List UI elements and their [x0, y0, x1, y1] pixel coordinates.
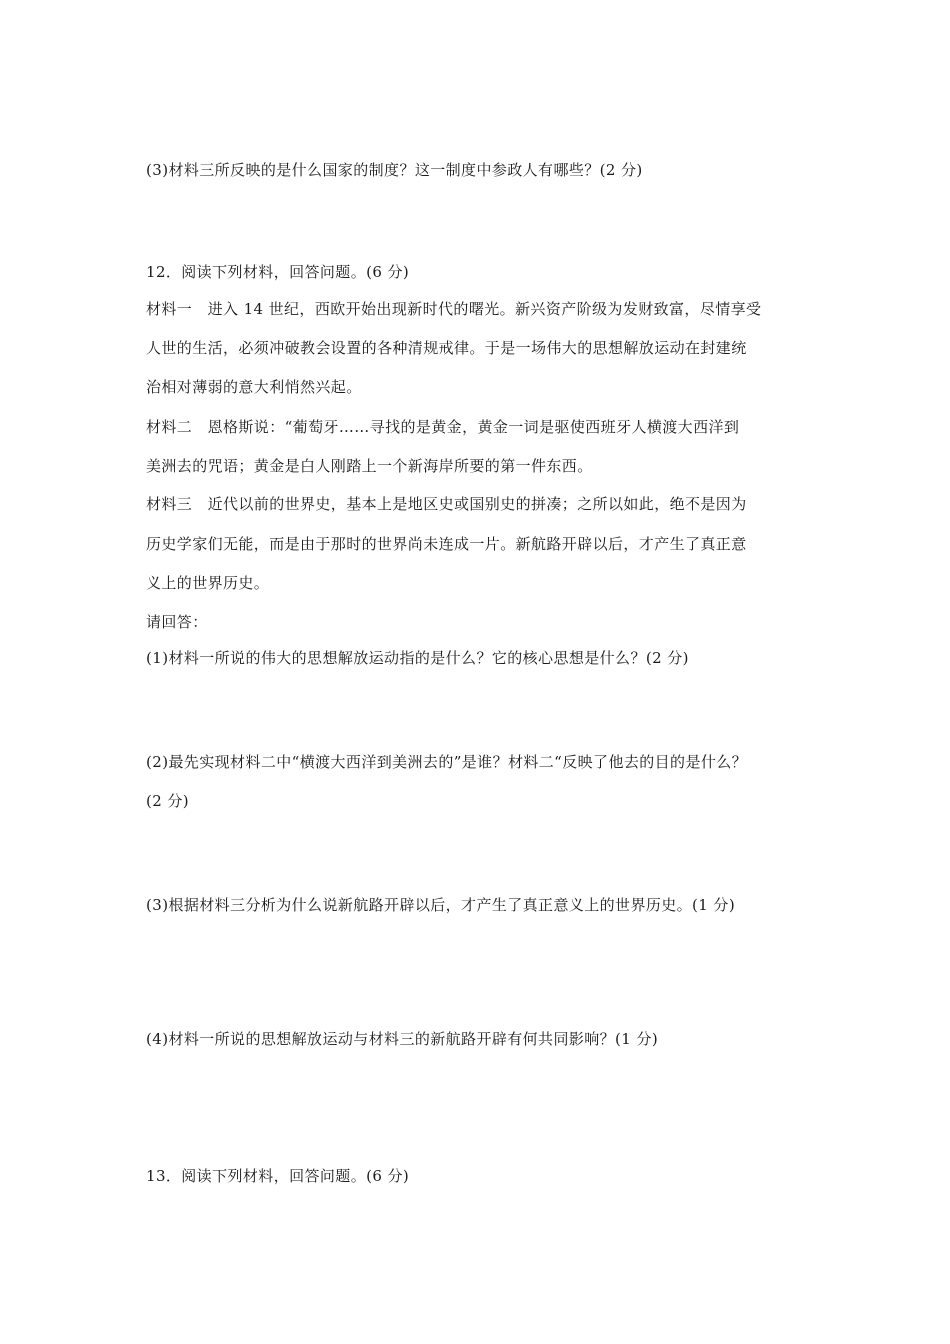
q12-material3-line3: 义上的世界历史。	[146, 574, 270, 592]
q12-sub2-question-line1: (2)最先实现材料二中“横渡大西洋到美洲去的”是谁？材料二“反映了他去的目的是什么？	[146, 753, 748, 771]
q12-material3-line1: 材料三 近代以前的世界史，基本上是地区史或国别史的拼凑；之所以如此，绝不是因为	[146, 495, 747, 513]
q12-material1-line2: 人世的生活，必须冲破教会设置的各种清规戒律。于是一场伟大的思想解放运动在封建统	[146, 339, 747, 357]
q12-heading: 12．阅读下列材料，回答问题。(6 分)	[146, 263, 410, 281]
q12-sub2-question-line2: (2 分)	[146, 792, 190, 810]
q12-answer-prompt: 请回答：	[146, 613, 208, 631]
q12-material2-line2: 美洲去的咒语；黄金是白人刚踏上一个新海岸所要的第一件东西。	[146, 457, 593, 475]
q12-material1-line1: 材料一 进入 14 世纪，西欧开始出现新时代的曙光。新兴资产阶级为发财致富，尽情享受	[146, 300, 762, 318]
q11-sub3-question: (3)材料三所反映的是什么国家的制度？这一制度中参政人有哪些？(2 分)	[146, 161, 643, 179]
q12-material3-line2: 历史学家们无能，而是由于那时的世界尚未连成一片。新航路开辟以后，才产生了真正意	[146, 535, 747, 553]
q12-sub3-question: (3)根据材料三分析为什么说新航路开辟以后，才产生了真正意义上的世界历史。(1 分)	[146, 896, 736, 914]
q13-heading: 13．阅读下列材料，回答问题。(6 分)	[146, 1167, 410, 1185]
q12-sub1-question: (1)材料一所说的伟大的思想解放运动指的是什么？它的核心思想是什么？(2 分)	[146, 649, 689, 667]
q12-sub4-question: (4)材料一所说的思想解放运动与材料三的新航路开辟有何共同影响？(1 分)	[146, 1030, 659, 1048]
q12-material2-line1: 材料二 恩格斯说：“葡萄牙……寻找的是黄金，黄金一词是驱使西班牙人横渡大西洋到	[146, 418, 740, 436]
q12-material1-line3: 治相对薄弱的意大利悄然兴起。	[146, 378, 362, 396]
